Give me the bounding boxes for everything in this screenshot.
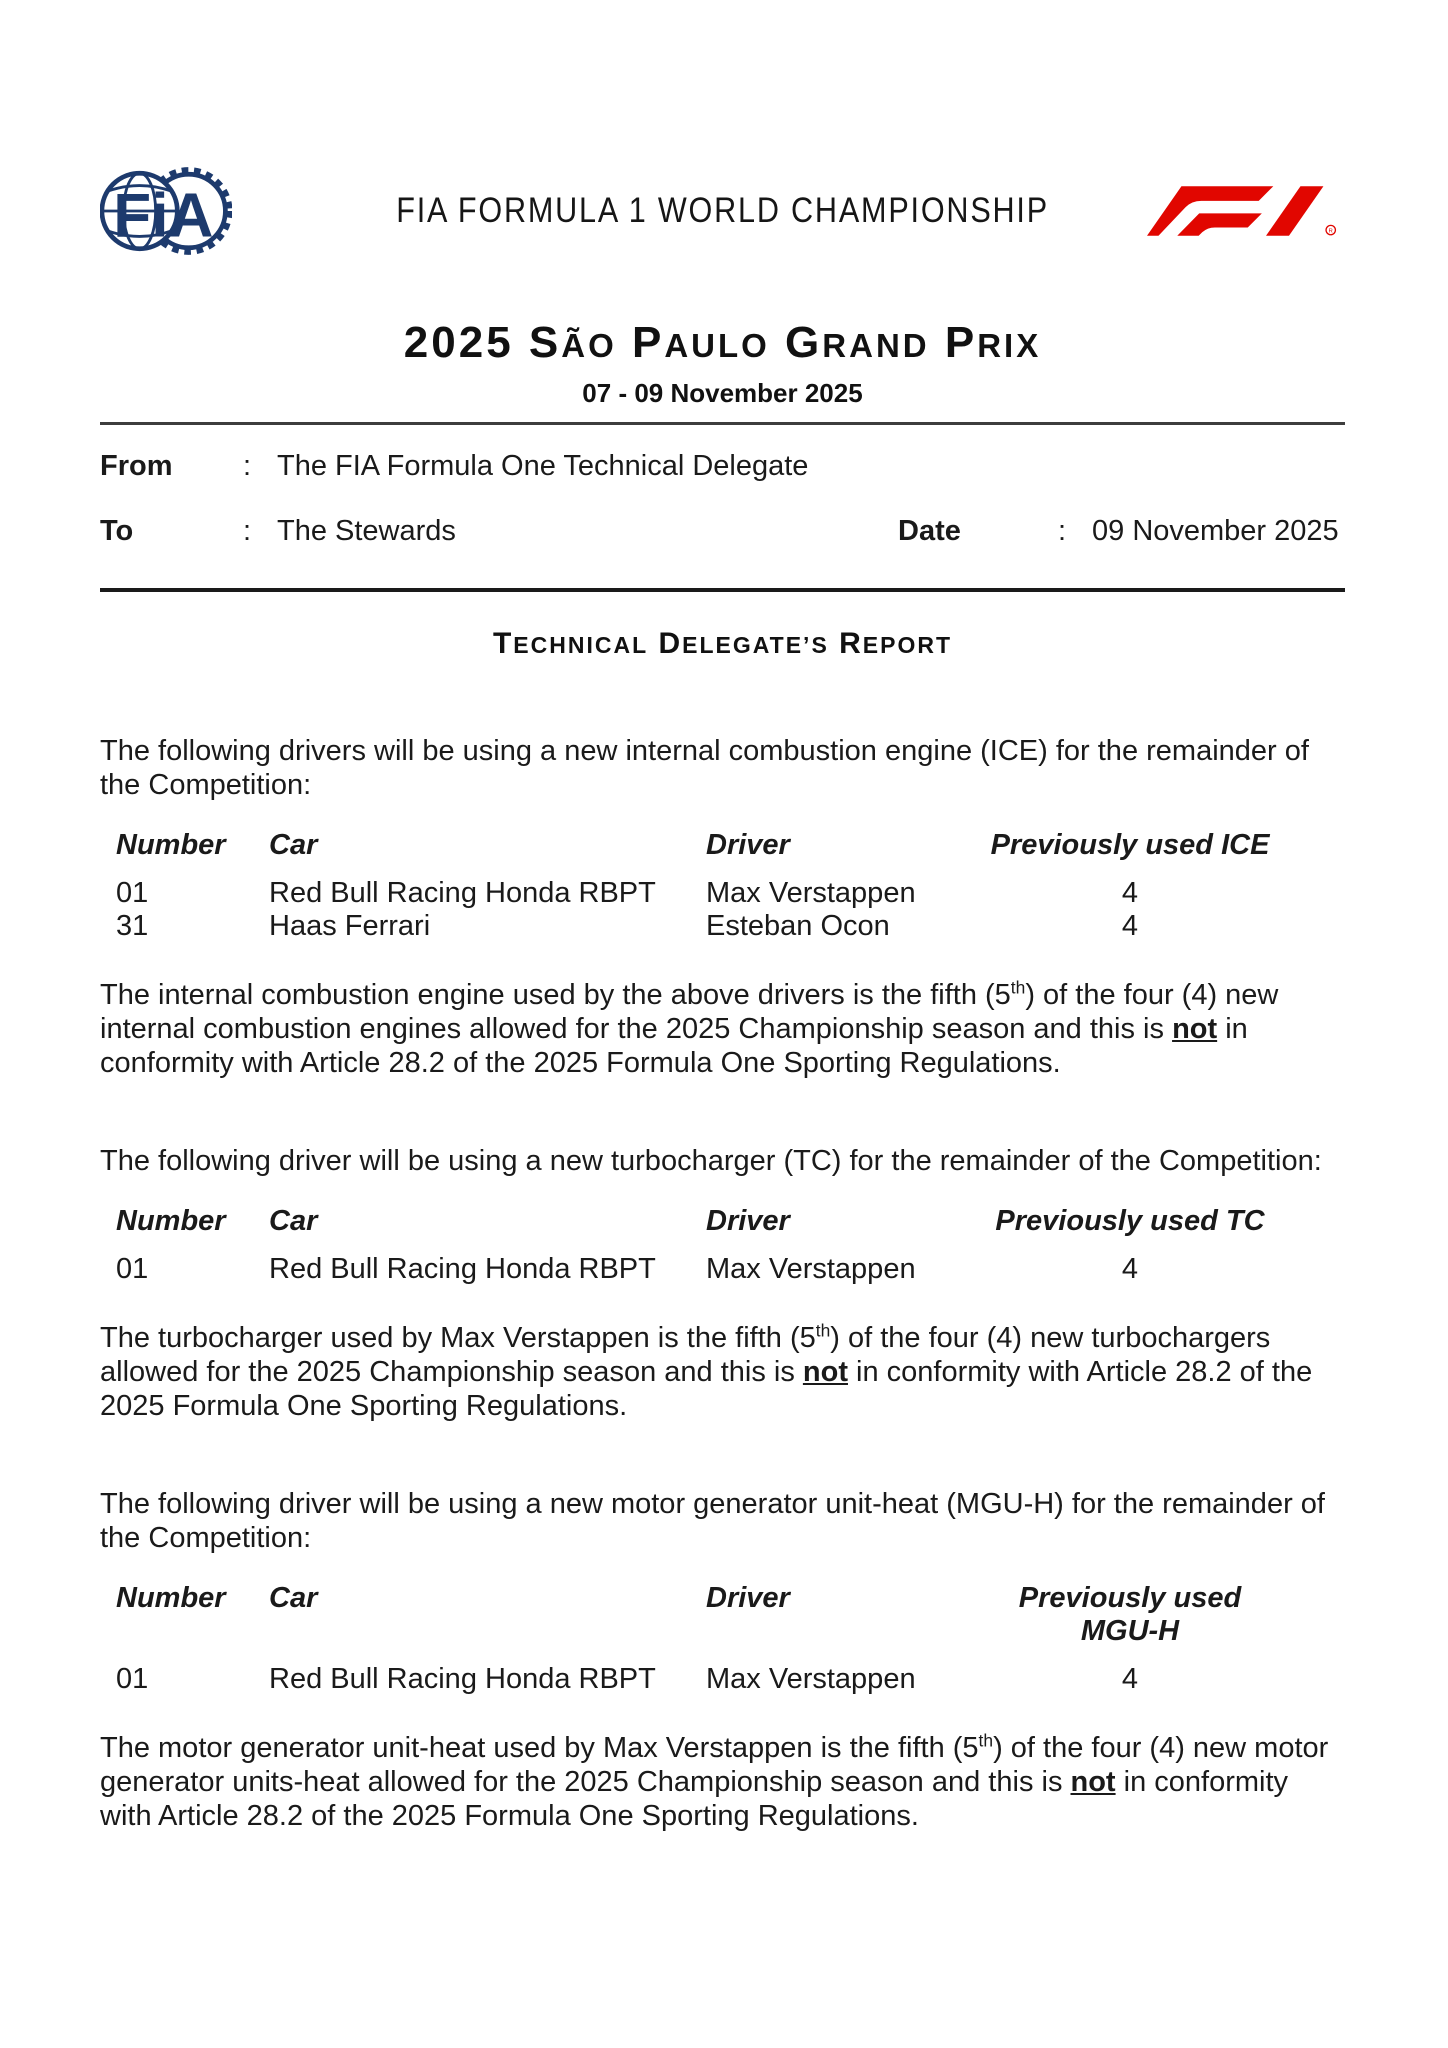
cell-car: Red Bull Racing Honda RBPT [269,1253,656,1285]
document-header [100,165,1345,257]
cell-previously-used: 4 [1121,1253,1139,1285]
report-heading: TECHNICAL DELEGATE’S REPORT [492,627,953,660]
cell-driver: Max Verstappen [706,1253,916,1285]
cell-number: 01 [116,877,149,909]
cell-previously-used: 4 [1121,1663,1139,1695]
header-driver: Driver [706,1582,790,1614]
table-row [116,1253,1345,1286]
to-label: To [100,515,134,547]
cell-car: Red Bull Racing Honda RBPT [269,1663,656,1695]
note-paragraph: The internal combustion engine used by the above drivers is the fifth (5th) of the four (4) new internal combustion engines allowed for the 2025 Championship season and this is not in conformity with Article 28.2 of the 2025 Formula One Sporting Regulations. [100,977,1279,1079]
table-row [116,877,1345,910]
header-number: Number [116,1582,226,1614]
header-driver: Driver [706,829,790,861]
championship-title: FIA FORMULA 1 WORLD CHAMPIONSHIP [396,190,1049,231]
document-title: 2025 SÃO PAULO GRAND PRIX [403,318,1042,367]
section-intro: The following drivers will be using a new internal combustion engine (ICE) for the remainder of the Competition: [100,735,1309,801]
cell-driver: Esteban Ocon [706,910,890,942]
table-header-row [116,1205,1345,1238]
to-separator: : [243,515,252,547]
table-header-row [116,829,1345,862]
from-row [100,449,1345,483]
header-car: Car [269,829,318,861]
header-driver: Driver [706,1205,790,1237]
ice-table [116,829,1345,943]
cell-previously-used: 4 [1121,877,1139,909]
from-value: The FIA Formula One Technical Delegate [277,450,809,482]
date-separator: : [1058,515,1067,547]
cell-number: 01 [116,1663,149,1695]
event-dates: 07 - 09 November 2025 [582,378,863,408]
header-number: Number [116,1205,226,1237]
header-car: Car [269,1205,318,1237]
section-intro: The following driver will be using a new turbocharger (TC) for the remainder of the Competition: [100,1145,1322,1177]
header-previously-used: Previously used MGU-H [1018,1582,1242,1647]
to-value: The Stewards [277,515,456,547]
registered-mark: R [1328,228,1333,235]
table-row [116,1663,1345,1696]
not-emphasis: not [1172,1013,1218,1045]
divider-bottom [100,588,1345,592]
ordinal-superscript: th [815,1320,831,1341]
section-mguh [100,1487,1345,1833]
cell-driver: Max Verstappen [706,877,916,909]
from-separator: : [243,450,252,482]
note-paragraph: The motor generator unit-heat used by Max Verstappen is the fifth (5th) of the four (4) new motor generator units-heat allowed for the 2025 Championship season and this is not in conformity with Article 28.2 of the 2025 Formula One Sporting Regulations. [100,1730,1329,1832]
fia-logo-text: FiA [113,181,214,251]
not-emphasis: not [1070,1766,1116,1798]
header-number: Number [116,829,226,861]
cell-number: 31 [116,910,149,942]
ordinal-superscript: th [978,1730,994,1751]
header-car: Car [269,1582,318,1614]
from-label: From [100,450,173,482]
ordinal-superscript: th [1010,977,1026,998]
section-intro: The following driver will be using a new motor generator unit-heat (MGU-H) for the remainder of the Competition: [100,1488,1325,1554]
to-row [100,514,1345,548]
cell-car: Haas Ferrari [269,910,431,942]
cell-number: 01 [116,1253,149,1285]
tc-table [116,1205,1345,1286]
table-row [116,910,1345,943]
header-previously-used: Previously used TC [995,1205,1265,1237]
cell-driver: Max Verstappen [706,1663,916,1695]
divider-top [100,422,1345,425]
header-previously-used: Previously used ICE [990,829,1270,861]
section-tc [100,1144,1345,1423]
section-ice [100,734,1345,1080]
cell-previously-used: 4 [1121,910,1139,942]
date-label: Date [898,515,961,547]
note-paragraph: The turbocharger used by Max Verstappen is the fifth (5th) of the four (4) new turbochargers allowed for the 2025 Championship season and this is not in conformity with Article 28.2 of the 2025 Formula One Sporting Regulations. [100,1320,1313,1422]
table-header-row [116,1582,1345,1648]
cell-car: Red Bull Racing Honda RBPT [269,877,656,909]
not-emphasis: not [802,1356,848,1388]
mguh-table [116,1582,1345,1696]
date-value: 09 November 2025 [1092,515,1339,547]
